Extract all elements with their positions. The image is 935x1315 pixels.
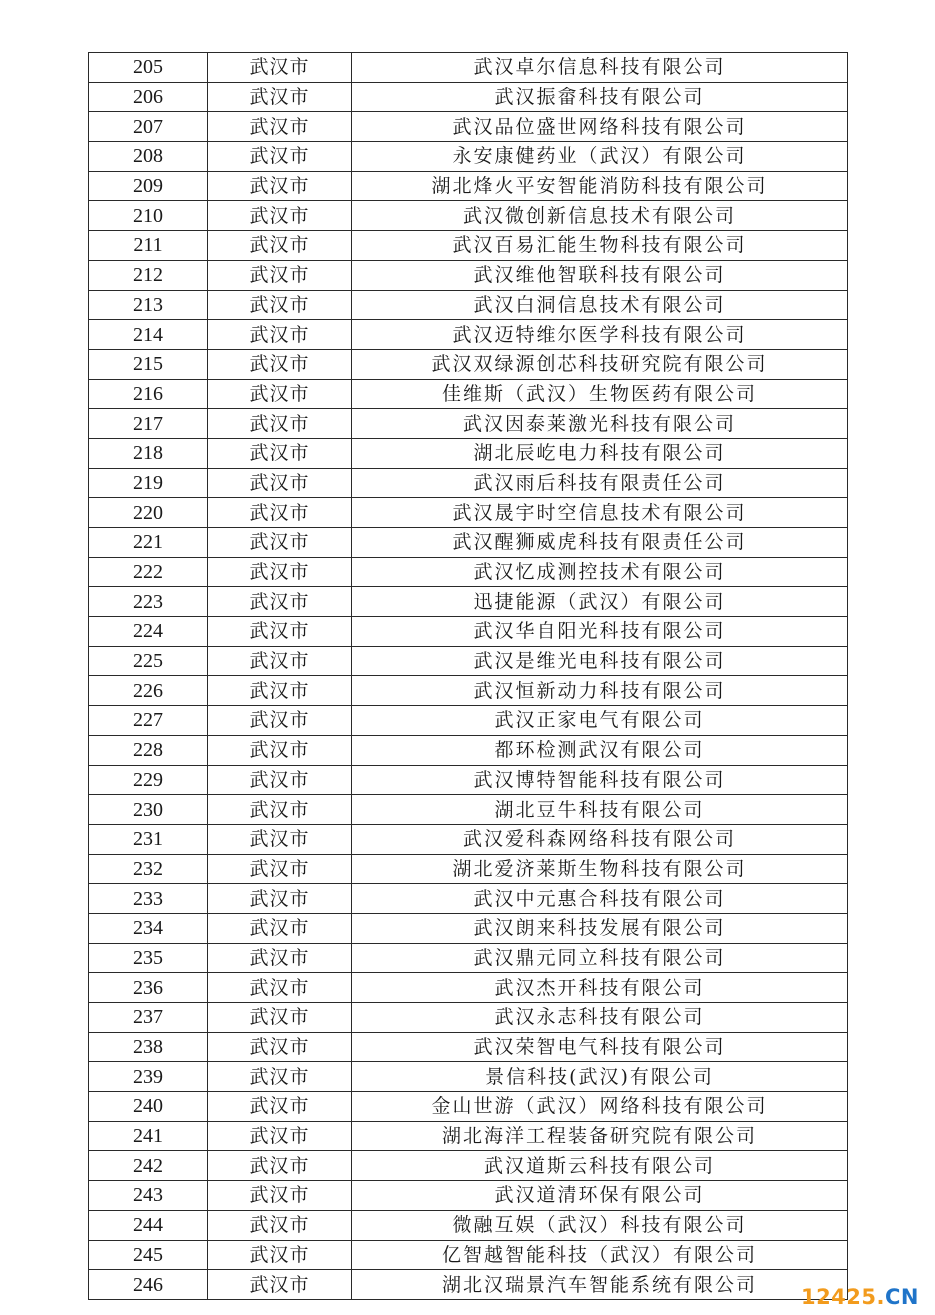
row-number-cell: 245: [89, 1240, 208, 1270]
table-row: [89, 498, 848, 528]
table-row: [89, 53, 848, 83]
row-number-cell: 221: [89, 528, 208, 558]
row-city-cell: 武汉市: [208, 795, 352, 825]
table-row: [89, 1181, 848, 1211]
row-city-cell: 武汉市: [208, 1032, 352, 1062]
row-company-cell: 武汉双绿源创芯科技研究院有限公司: [352, 349, 848, 379]
row-city-cell: 武汉市: [208, 349, 352, 379]
row-number-cell: 224: [89, 617, 208, 647]
row-company-cell: 武汉永志科技有限公司: [352, 1003, 848, 1033]
row-company-cell: 武汉道斯云科技有限公司: [352, 1151, 848, 1181]
table-row: [89, 438, 848, 468]
row-number-cell: 232: [89, 854, 208, 884]
table-row: [89, 231, 848, 261]
table-row: [89, 1240, 848, 1270]
row-company-cell: 湖北汉瑞景汽车智能系统有限公司: [352, 1270, 848, 1300]
table-row: [89, 1032, 848, 1062]
table-row: [89, 201, 848, 231]
row-company-cell: 武汉振畲科技有限公司: [352, 82, 848, 112]
row-city-cell: 武汉市: [208, 973, 352, 1003]
row-company-cell: 永安康健药业（武汉）有限公司: [352, 142, 848, 172]
watermark-digits: 12425: [800, 1285, 877, 1309]
row-company-cell: 武汉博特智能科技有限公司: [352, 765, 848, 795]
row-company-cell: 亿智越智能科技（武汉）有限公司: [352, 1240, 848, 1270]
row-company-cell: 景信科技(武汉)有限公司: [352, 1062, 848, 1092]
row-city-cell: 武汉市: [208, 1003, 352, 1033]
row-number-cell: 235: [89, 943, 208, 973]
row-number-cell: 212: [89, 260, 208, 290]
table-row: [89, 587, 848, 617]
row-company-cell: 佳维斯（武汉）生物医药有限公司: [352, 379, 848, 409]
row-city-cell: 武汉市: [208, 1121, 352, 1151]
row-number-cell: 229: [89, 765, 208, 795]
table-row: [89, 82, 848, 112]
row-company-cell: 武汉微创新信息技术有限公司: [352, 201, 848, 231]
table-row: [89, 1270, 848, 1300]
table-row: [89, 557, 848, 587]
row-city-cell: 武汉市: [208, 557, 352, 587]
table-row: [89, 349, 848, 379]
row-city-cell: 武汉市: [208, 290, 352, 320]
company-list-table: [88, 52, 848, 1300]
row-number-cell: 239: [89, 1062, 208, 1092]
row-number-cell: 220: [89, 498, 208, 528]
row-city-cell: 武汉市: [208, 824, 352, 854]
table-row: [89, 973, 848, 1003]
row-number-cell: 208: [89, 142, 208, 172]
row-number-cell: 240: [89, 1092, 208, 1122]
watermark-dot: .: [876, 1285, 885, 1309]
row-city-cell: 武汉市: [208, 82, 352, 112]
row-city-cell: 武汉市: [208, 201, 352, 231]
table-row: [89, 676, 848, 706]
row-city-cell: 武汉市: [208, 646, 352, 676]
row-company-cell: 武汉鼎元同立科技有限公司: [352, 943, 848, 973]
row-number-cell: 210: [89, 201, 208, 231]
row-company-cell: 武汉白洞信息技术有限公司: [352, 290, 848, 320]
table-row: [89, 617, 848, 647]
row-company-cell: 武汉维他智联科技有限公司: [352, 260, 848, 290]
row-city-cell: 武汉市: [208, 854, 352, 884]
site-watermark: [801, 1285, 919, 1309]
row-number-cell: 226: [89, 676, 208, 706]
row-company-cell: 武汉中元惠合科技有限公司: [352, 884, 848, 914]
table-row: [89, 142, 848, 172]
row-company-cell: 武汉爱科森网络科技有限公司: [352, 824, 848, 854]
row-city-cell: 武汉市: [208, 142, 352, 172]
row-company-cell: 武汉恒新动力科技有限公司: [352, 676, 848, 706]
row-number-cell: 209: [89, 171, 208, 201]
row-number-cell: 205: [89, 53, 208, 83]
row-number-cell: 211: [89, 231, 208, 261]
row-number-cell: 215: [89, 349, 208, 379]
row-number-cell: 216: [89, 379, 208, 409]
table-row: [89, 1092, 848, 1122]
row-city-cell: 武汉市: [208, 171, 352, 201]
row-company-cell: 武汉品位盛世网络科技有限公司: [352, 112, 848, 142]
table-row: [89, 260, 848, 290]
row-city-cell: 武汉市: [208, 1181, 352, 1211]
row-number-cell: 227: [89, 706, 208, 736]
table-row: [89, 1003, 848, 1033]
table-row: [89, 290, 848, 320]
row-number-cell: 243: [89, 1181, 208, 1211]
table-row: [89, 1062, 848, 1092]
row-number-cell: 233: [89, 884, 208, 914]
row-city-cell: 武汉市: [208, 913, 352, 943]
row-city-cell: 武汉市: [208, 735, 352, 765]
row-city-cell: 武汉市: [208, 676, 352, 706]
row-number-cell: 228: [89, 735, 208, 765]
row-number-cell: 241: [89, 1121, 208, 1151]
table-row: [89, 795, 848, 825]
row-city-cell: 武汉市: [208, 409, 352, 439]
table-row: [89, 913, 848, 943]
row-company-cell: 湖北豆牛科技有限公司: [352, 795, 848, 825]
row-number-cell: 206: [89, 82, 208, 112]
row-number-cell: 207: [89, 112, 208, 142]
table-row: [89, 528, 848, 558]
row-company-cell: 武汉晟宇时空信息技术有限公司: [352, 498, 848, 528]
row-city-cell: 武汉市: [208, 1062, 352, 1092]
row-company-cell: 武汉百易汇能生物科技有限公司: [352, 231, 848, 261]
row-company-cell: 湖北辰屹电力科技有限公司: [352, 438, 848, 468]
table-row: [89, 409, 848, 439]
row-city-cell: 武汉市: [208, 468, 352, 498]
row-company-cell: 武汉杰开科技有限公司: [352, 973, 848, 1003]
row-company-cell: 武汉荣智电气科技有限公司: [352, 1032, 848, 1062]
row-number-cell: 217: [89, 409, 208, 439]
row-company-cell: 武汉正家电气有限公司: [352, 706, 848, 736]
table-row: [89, 468, 848, 498]
row-city-cell: 武汉市: [208, 617, 352, 647]
row-city-cell: 武汉市: [208, 1092, 352, 1122]
company-list-body: [89, 53, 848, 1300]
table-row: [89, 320, 848, 350]
row-company-cell: 湖北爱济莱斯生物科技有限公司: [352, 854, 848, 884]
row-city-cell: 武汉市: [208, 498, 352, 528]
row-company-cell: 金山世游（武汉）网络科技有限公司: [352, 1092, 848, 1122]
row-city-cell: 武汉市: [208, 260, 352, 290]
row-number-cell: 244: [89, 1210, 208, 1240]
row-city-cell: 武汉市: [208, 1270, 352, 1300]
table-row: [89, 112, 848, 142]
row-city-cell: 武汉市: [208, 231, 352, 261]
row-company-cell: 武汉道清环保有限公司: [352, 1181, 848, 1211]
row-city-cell: 武汉市: [208, 706, 352, 736]
row-number-cell: 236: [89, 973, 208, 1003]
table-row: [89, 854, 848, 884]
row-number-cell: 213: [89, 290, 208, 320]
row-city-cell: 武汉市: [208, 1151, 352, 1181]
row-company-cell: 武汉因泰莱激光科技有限公司: [352, 409, 848, 439]
row-number-cell: 219: [89, 468, 208, 498]
row-city-cell: 武汉市: [208, 765, 352, 795]
row-number-cell: 238: [89, 1032, 208, 1062]
row-city-cell: 武汉市: [208, 587, 352, 617]
row-company-cell: 武汉迈特维尔医学科技有限公司: [352, 320, 848, 350]
row-company-cell: 武汉朗来科技发展有限公司: [352, 913, 848, 943]
row-city-cell: 武汉市: [208, 53, 352, 83]
row-city-cell: 武汉市: [208, 884, 352, 914]
table-row: [89, 765, 848, 795]
row-city-cell: 武汉市: [208, 1210, 352, 1240]
row-company-cell: 微融互娱（武汉）科技有限公司: [352, 1210, 848, 1240]
row-city-cell: 武汉市: [208, 438, 352, 468]
row-company-cell: 武汉雨后科技有限责任公司: [352, 468, 848, 498]
row-city-cell: 武汉市: [208, 528, 352, 558]
row-number-cell: 218: [89, 438, 208, 468]
row-number-cell: 214: [89, 320, 208, 350]
row-company-cell: 迅捷能源（武汉）有限公司: [352, 587, 848, 617]
row-number-cell: 223: [89, 587, 208, 617]
row-number-cell: 230: [89, 795, 208, 825]
row-company-cell: 武汉华自阳光科技有限公司: [352, 617, 848, 647]
table-row: [89, 1121, 848, 1151]
row-number-cell: 242: [89, 1151, 208, 1181]
row-number-cell: 234: [89, 913, 208, 943]
row-company-cell: 武汉是维光电科技有限公司: [352, 646, 848, 676]
row-number-cell: 246: [89, 1270, 208, 1300]
table-row: [89, 884, 848, 914]
table-row: [89, 735, 848, 765]
row-city-cell: 武汉市: [208, 1240, 352, 1270]
row-number-cell: 222: [89, 557, 208, 587]
row-company-cell: 湖北海洋工程装备研究院有限公司: [352, 1121, 848, 1151]
row-company-cell: 都环检测武汉有限公司: [352, 735, 848, 765]
row-number-cell: 237: [89, 1003, 208, 1033]
table-row: [89, 1210, 848, 1240]
row-company-cell: 武汉忆成测控技术有限公司: [352, 557, 848, 587]
row-number-cell: 231: [89, 824, 208, 854]
table-row: [89, 379, 848, 409]
row-city-cell: 武汉市: [208, 320, 352, 350]
watermark-tld: CN: [885, 1285, 919, 1309]
row-city-cell: 武汉市: [208, 943, 352, 973]
table-row: [89, 824, 848, 854]
table-row: [89, 943, 848, 973]
row-company-cell: 武汉醒狮威虎科技有限责任公司: [352, 528, 848, 558]
row-city-cell: 武汉市: [208, 379, 352, 409]
row-number-cell: 225: [89, 646, 208, 676]
table-row: [89, 1151, 848, 1181]
row-company-cell: 武汉卓尔信息科技有限公司: [352, 53, 848, 83]
table-row: [89, 171, 848, 201]
table-row: [89, 646, 848, 676]
table-row: [89, 706, 848, 736]
row-company-cell: 湖北烽火平安智能消防科技有限公司: [352, 171, 848, 201]
row-city-cell: 武汉市: [208, 112, 352, 142]
